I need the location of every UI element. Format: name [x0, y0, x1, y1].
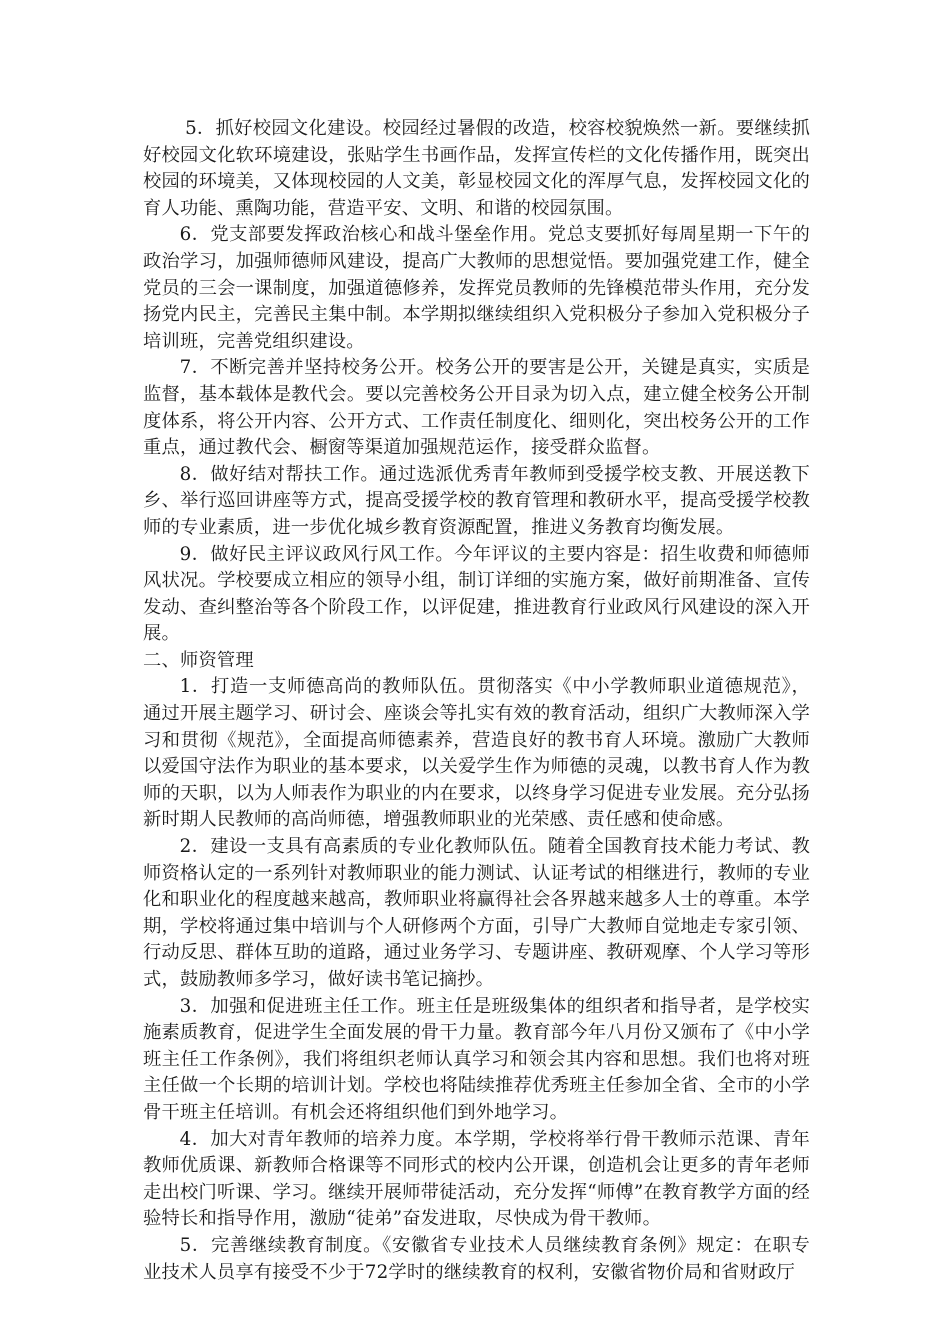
- section-heading-teacher-management: 二、师资管理: [143, 649, 254, 671]
- paragraph-class-teacher: 3．加强和促进班主任工作。班主任是班级集体的组织者和指导者，是学校实施素质教育，促进学生全面发展的骨干力量。教育部今年八月份又颁布了《中小学班主任工作条例》，我们将组织老师认真学习和领会其内容和思想。我们也将对班主任做一个长期的培训计划。学校也将陆续推荐优秀班主任参加全省、全市的小学骨干班主任培训。有机会还将组织他们到外地学习。: [143, 995, 810, 1123]
- paragraph-continuing-education: 5．完善继续教育制度。《安徽省专业技术人员继续教育条例》规定：在职专业技术人员享有接受不少于72学时的继续教育的权利，安徽省物价局和省财政厅: [143, 1234, 810, 1283]
- paragraph-professional-teachers: 2．建设一支具有高素质的专业化教师队伍。随着全国教育技术能力考试、教师资格认定的一系列针对教师职业的能力测试、认证考试的相继进行，教师的专业化和职业化的程度越来越高，教师职业将赢得社会各界越来越多人士的尊重。本学期，学校将通过集中培训与个人研修两个方面，引导广大教师自觉地走专家引领、行动反思、群体互助的道路，通过业务学习、专题讲座、教研观摩、个人学习等形式，鼓励教师多学习，做好读书笔记摘抄。: [143, 836, 810, 990]
- paragraph-young-teachers: 4．加大对青年教师的培养力度。本学期，学校将举行骨干教师示范课、青年教师优质课、新教师合格课等不同形式的校内公开课，创造机会让更多的青年老师走出校门听课、学习。继续开展师带徒活动，充分发挥“师傅”在教育教学方面的经验特长和指导作用，激励“徒弟”奋发进取，尽快成为骨干教师。: [143, 1128, 810, 1230]
- document-body: [143, 116, 810, 1286]
- paragraph-democratic-review: 9．做好民主评议政风行风工作。今年评议的主要内容是：招生收费和师德师风状况。学校要成立相应的领导小组，制订详细的实施方案，做好前期准备、宣传发动、查纠整治等各个阶段工作，以评促建，推进教育行业政风行风建设的深入开展。: [143, 543, 810, 645]
- paragraph-paired-assistance: 8．做好结对帮扶工作。通过选派优秀青年教师到受援学校支教、开展送教下乡、举行巡回讲座等方式，提高受援学校的教育管理和教研水平，提高受援学校教师的专业素质，进一步优化城乡教育资源配置，推进义务教育均衡发展。: [143, 463, 810, 538]
- paragraph-teacher-ethics: 1．打造一支师德高尚的教师队伍。贯彻落实《中小学教师职业道德规范》，通过开展主题学习、研讨会、座谈会等扎实有效的教育活动，组织广大教师深入学习和贯彻《规范》，全面提高师德素养，营造良好的教书育人环境。激励广大教师以爱国守法作为职业的基本要求，以关爱学生作为师德的灵魂，以教书育人作为教师的天职，以为人师表作为职业的内在要求，以终身学习促进专业发展。充分弘扬新时期人民教师的高尚师德，增强教师职业的光荣感、责任感和使命感。: [143, 676, 810, 831]
- paragraph-school-affairs: 7．不断完善并坚持校务公开。校务公开的要害是公开，关键是真实，实质是监督，基本载体是教代会。要以完善校务公开目录为切入点，建立健全校务公开制度体系，将公开内容、公开方式、工作责任制度化、细则化，突出校务公开的工作重点，通过教代会、橱窗等渠道加强规范运作，接受群众监督。: [143, 357, 810, 459]
- paragraph-campus-culture: 5．抓好校园文化建设。校园经过暑假的改造，校容校貌焕然一新。要继续抓好校园文化软环境建设，张贴学生书画作品，发挥宣传栏的文化传播作用，既突出校园的环境美，又体现校园的人文美，彰显校园文化的浑厚气息，发挥校园文化的育人功能、熏陶功能，营造平安、文明、和谐的校园氛围。: [143, 118, 810, 219]
- paragraph-party-branch: 6．党支部要发挥政治核心和战斗堡垒作用。党总支要抓好每周星期一下午的政治学习，加强师德师风建设，提高广大教师的思想觉悟。要加强党建工作，健全党员的三会一课制度，加强道德修养，发挥党员教师的先锋模范带头作用，充分发扬党内民主，完善民主集中制。本学期拟继续组织入党积极分子参加入党积极分子培训班，完善党组织建设。: [143, 224, 810, 352]
